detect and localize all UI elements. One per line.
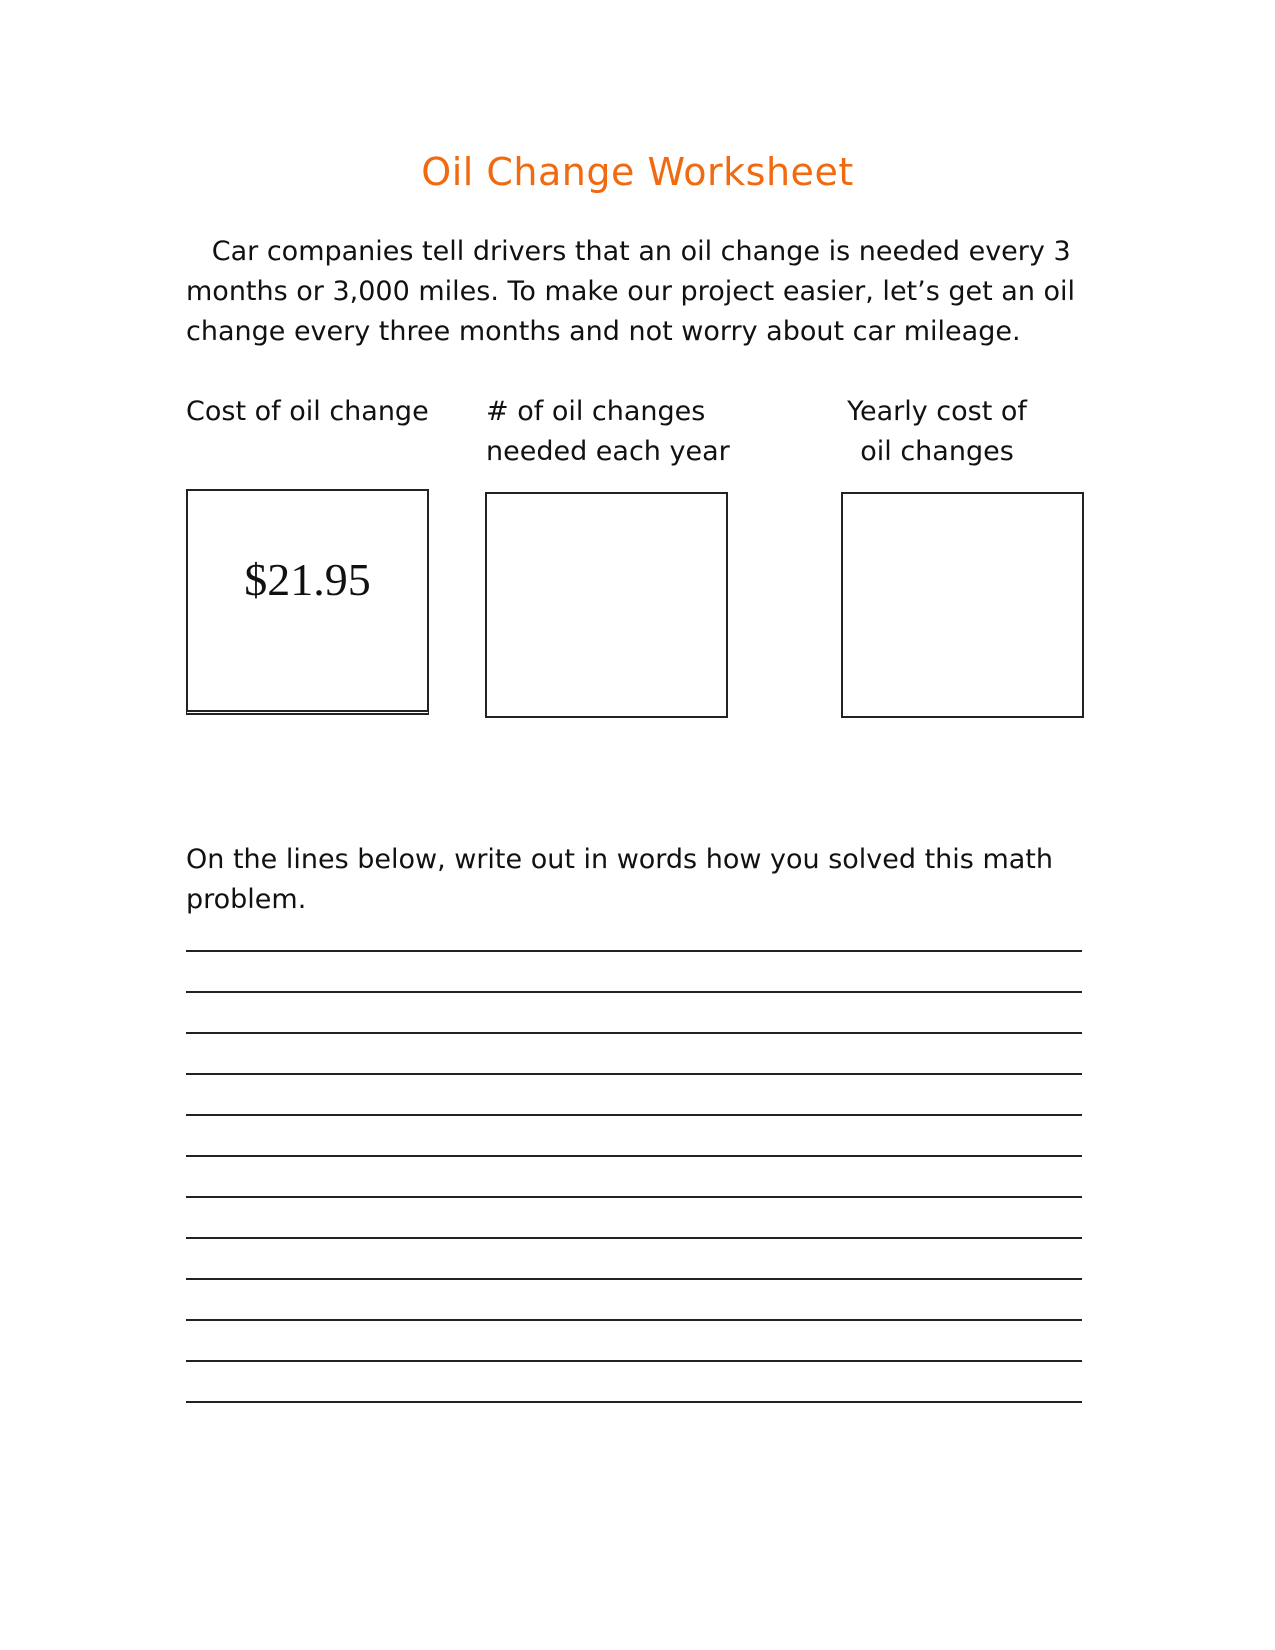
prompt-line: problem. xyxy=(186,884,307,915)
cost-value: $21.95 xyxy=(244,554,371,605)
writing-line[interactable] xyxy=(186,1114,1082,1116)
intro-line: Car companies tell drivers that an oil change is needed every 3 xyxy=(186,236,1071,267)
writing-line[interactable] xyxy=(186,1237,1082,1239)
cost-answer-box[interactable] xyxy=(186,489,429,715)
instructions-prompt xyxy=(186,840,1086,920)
label-line: # of oil changes xyxy=(486,396,706,427)
writing-line[interactable] xyxy=(186,1278,1082,1280)
prompt-line: On the lines below, write out in words how you solved this math xyxy=(186,844,1053,875)
yearly-cost-answer-box[interactable] xyxy=(841,492,1084,718)
intro-line: change every three months and not worry about car mileage. xyxy=(186,316,1021,347)
intro-line: months or 3,000 miles. To make our project easier, let’s get an oil xyxy=(186,276,1076,307)
label-line: Cost of oil change xyxy=(186,396,429,427)
oil-changes-per-year-label xyxy=(486,392,730,472)
worksheet-title: Oil Change Worksheet xyxy=(421,150,854,194)
writing-line[interactable] xyxy=(186,1360,1082,1362)
writing-line[interactable] xyxy=(186,1073,1082,1075)
writing-line[interactable] xyxy=(186,1401,1082,1403)
oil-changes-count-answer-box[interactable] xyxy=(485,492,728,718)
cost-of-oil-change-label xyxy=(186,392,429,432)
writing-line[interactable] xyxy=(186,1155,1082,1157)
label-line: oil changes xyxy=(860,436,1014,467)
writing-line[interactable] xyxy=(186,1032,1082,1034)
writing-line[interactable] xyxy=(186,950,1082,952)
intro-paragraph xyxy=(186,232,1086,352)
yearly-cost-label xyxy=(822,392,1052,472)
writing-line[interactable] xyxy=(186,991,1082,993)
label-line: needed each year xyxy=(486,436,730,467)
writing-line[interactable] xyxy=(186,1319,1082,1321)
label-line: Yearly cost of xyxy=(847,396,1027,427)
writing-lines-area[interactable] xyxy=(186,950,1082,1442)
writing-line[interactable] xyxy=(186,1196,1082,1198)
